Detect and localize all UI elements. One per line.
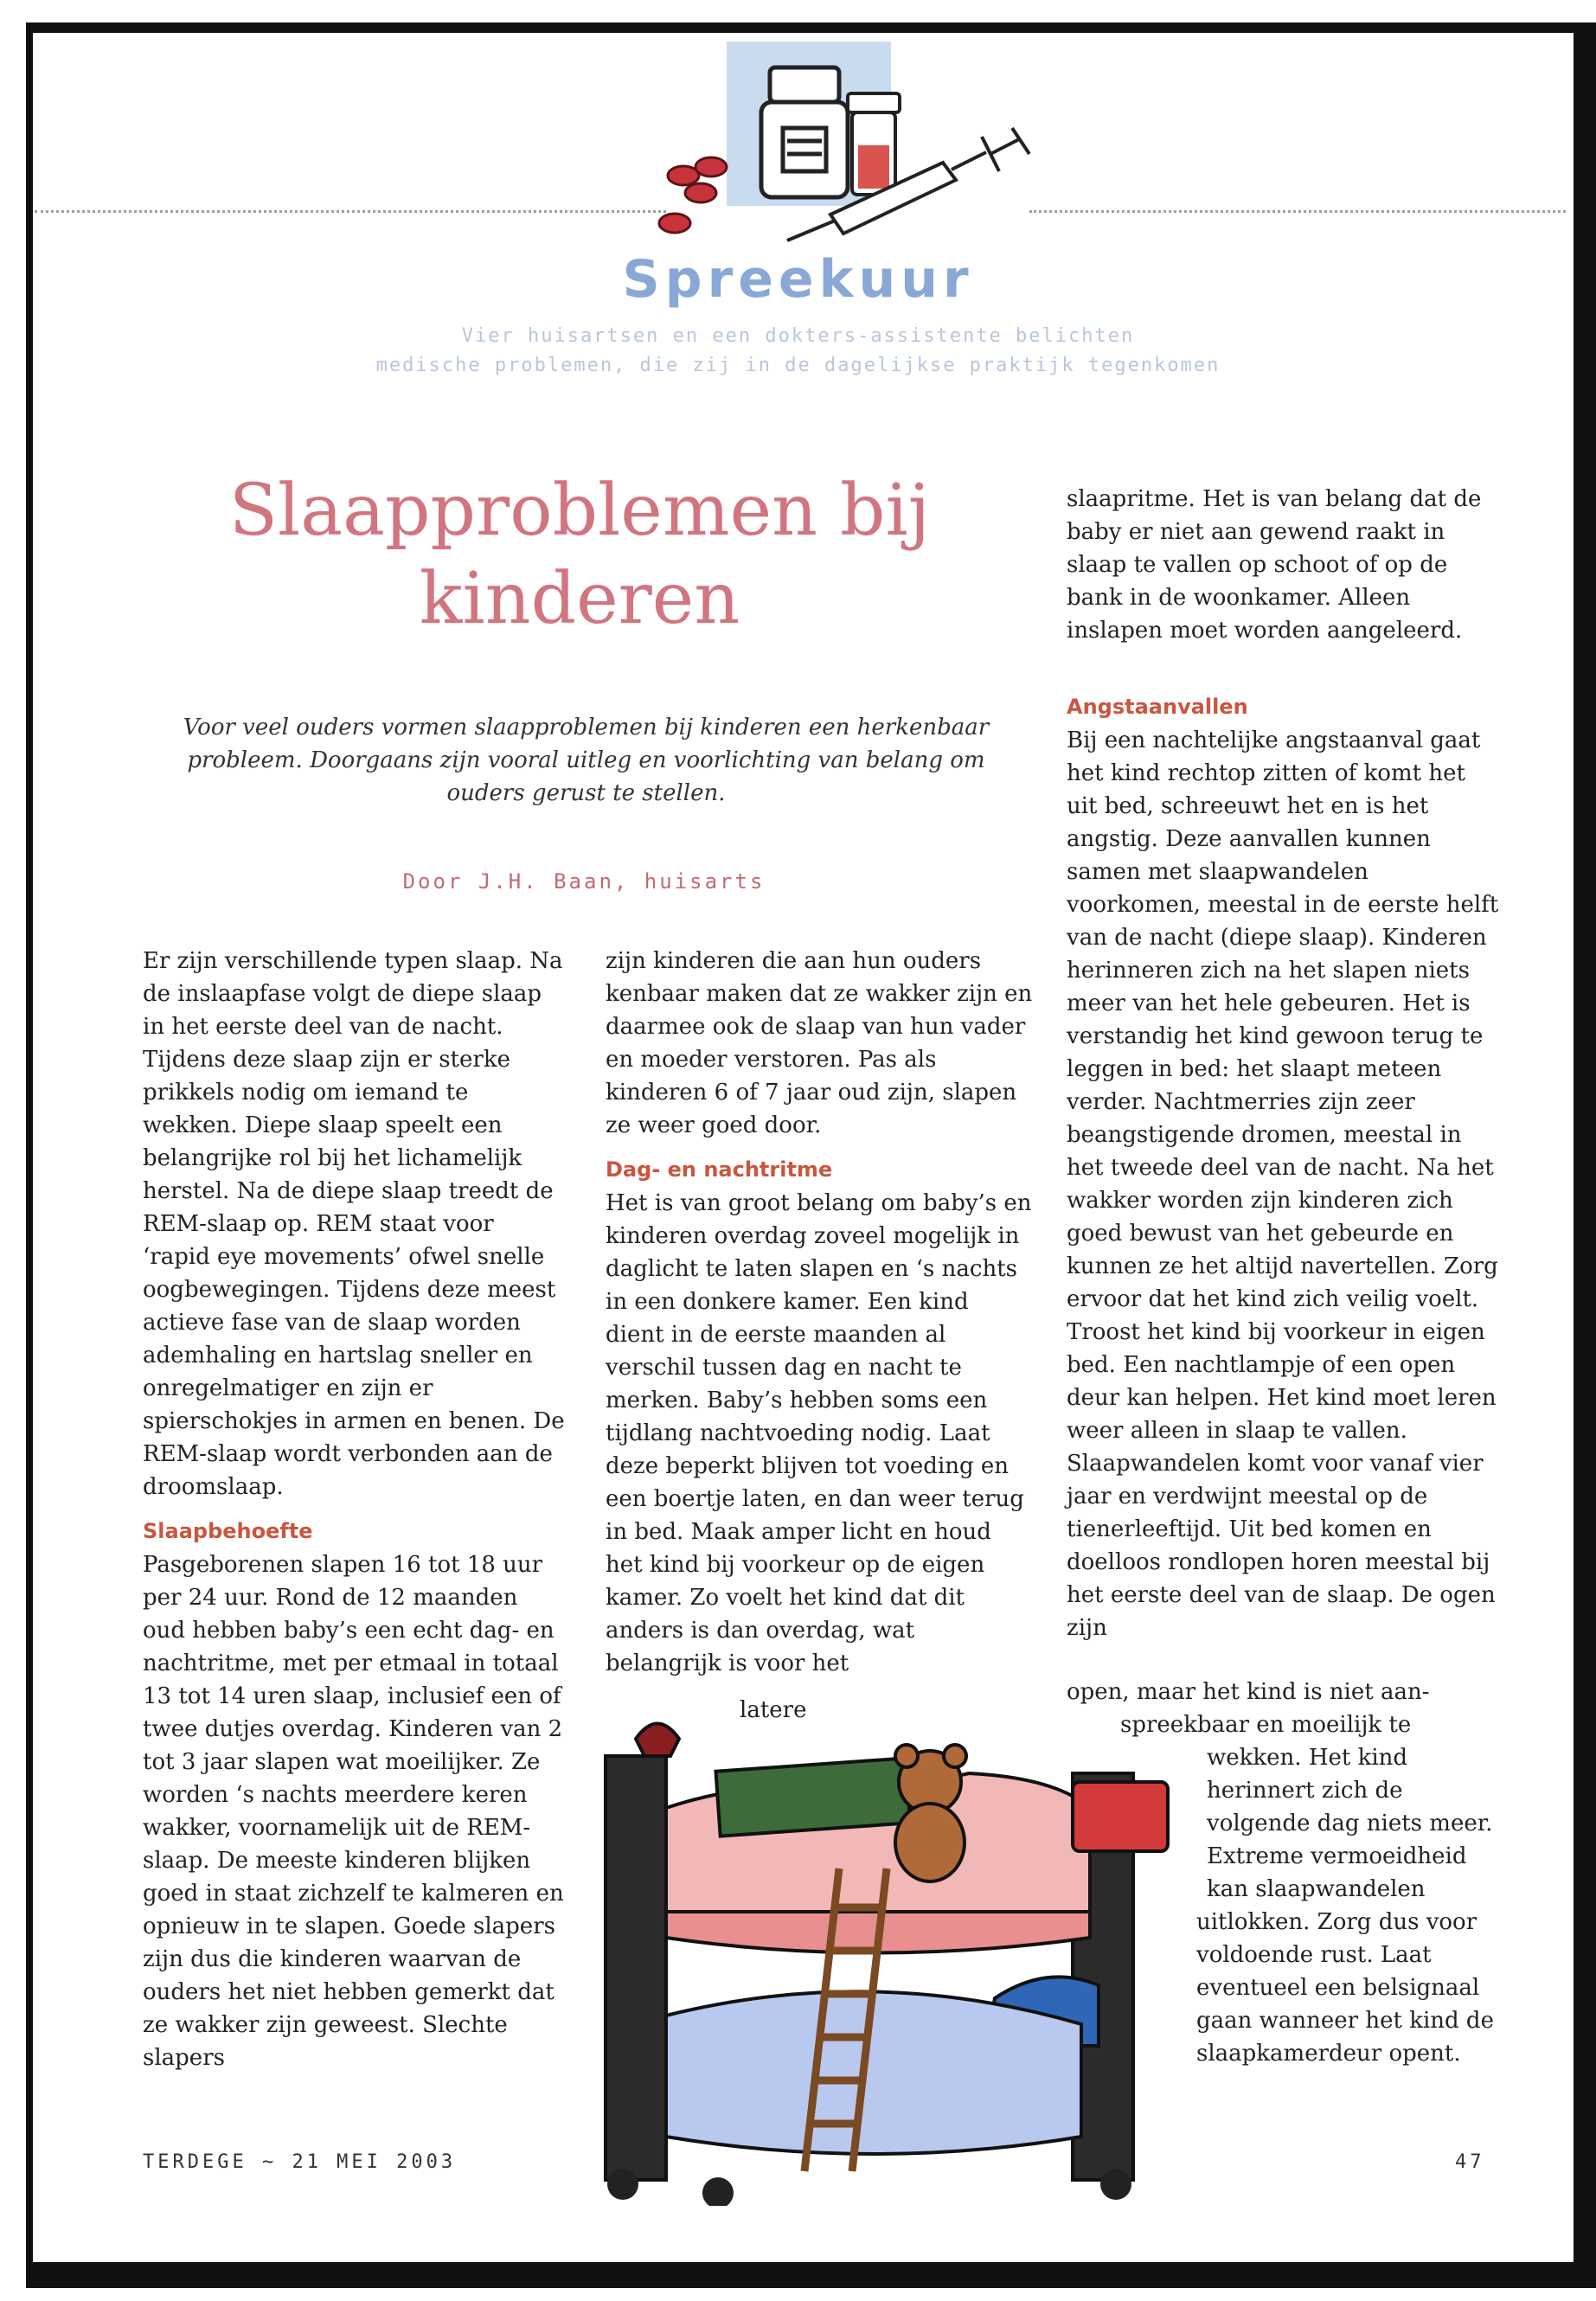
column-3-wrap: wekken. Het kind herinnert zich de volgende dag niets meer. Extreme vermoeidheid kan slaapwandelen [1207, 1745, 1493, 1902]
page-number: 47 [1455, 2151, 1485, 2173]
column-3-top: slaapritme. Het is van belang dat de baby er niet aan gewend raakt in slaap te vallen op schoot of op de bank in de woonkamer. Alleen inslapen moet worden aangeleerd. [1067, 486, 1482, 644]
column-1 [143, 945, 567, 2074]
subheading-dag-nachtritme: Dag- en nachtritme [606, 1157, 833, 1182]
bed-wheel [607, 2169, 638, 2200]
section-subtitle [0, 322, 1596, 381]
vial-icon [848, 93, 900, 195]
subheading-slaapbehoefte: Slaapbehoefte [143, 1519, 313, 1543]
column-3-wrap: uitlokken. Zorg dus voor voldoende rust. Laat eventueel een belsignaal gaan wanneer het kind de slaapkamerdeur opent. [1196, 1909, 1494, 2067]
column-3 [1067, 679, 1499, 1644]
subtitle-line-1: Vier huisartsen en een dokters-assistente belichten [461, 325, 1135, 347]
column-2-tail: latere [740, 1697, 807, 1723]
paragraph: Bij een nachtelijke angstaanval gaat het kind rechtop zitten of komt het uit bed, schreeuwt het en is het angstig. Deze aanvallen kunnen samen met slaapwandelen voorkomen, meestal in de eerste helft van de nacht (diepe slaap). Kinderen herinneren zich na het slapen niets meer van het hele gebeuren. Het is verstandig het kind gewoon terug te leggen in bed: het slaapt meteen verder. Nachtmerries zijn zeer beangstigende dromen, meestal in het tweede deel van de nacht. Na het wakker worden zijn kinderen zich goed bewust van het gebeurde en kunnen ze het altijd navertellen. Zorg ervoor dat het kind zich veilig voelt. Troost het kind bij voorkeur in eigen bed. Een nachtlampje of een open deur kan helpen. Het kind moet leren weer alleen in slaap te vallen. Slaapwandelen komt voor vanaf vier jaar en verdwijnt meestal op de tienerleeftijd. Uit bed komen en doelloos rondlopen horen meestal bij het eerste deel van de slaap. De ogen zijn [1067, 727, 1499, 1641]
bed-left-post [606, 1756, 666, 2180]
article-title-line-2: kinderen [419, 558, 740, 640]
column-2 [606, 945, 1034, 1680]
header-rule-right [1029, 210, 1566, 213]
footer-publication: TERDEGE ~ 21 MEI 2003 [143, 2151, 457, 2173]
column-3-line: open, maar het kind is niet aan- [1067, 1679, 1430, 1705]
green-book [715, 1758, 910, 1836]
paragraph: Pasgeborenen slapen 16 tot 18 uur per 24 uur. Rond de 12 maanden oud hebben baby’s een echt dag- en nachtritme, met per etmaal in totaal 13 tot 14 uren slaap, inclusief een of twee dutjes overdag. Kinderen van 2 tot 3 jaar slapen wat moeilijker. Ze worden ‘s nachts meerdere keren wakker, voornamelijk uit de REM-slaap. De meeste kinderen blijken goed in staat zichzelf te kalmeren en opnieuw in te slapen. Goede slapers zijn dus die kinderen waarvan de ouders het niet hebben gemerkt dat ze wakker zijn geweest. Slechte slapers [143, 1552, 564, 2071]
medicine-bottle-icon [761, 67, 848, 197]
paragraph: Er zijn verschillende typen slaap. Na de inslaapfase volgt de diepe slaap in het eerste deel van de nacht. Tijdens deze slaap zijn er sterke prikkels nodig om iemand te wekken. Diepe slaap speelt een belangrijke rol bij het lichamelijk herstel. Na de diepe slaap treedt de REM-slaap op. REM staat voor ‘rapid eye movements’ ofwel snelle oogbewegingen. Tijdens deze meest actieve fase van de slaap worden ademhaling en hartslag sneller en onregelmatiger en zijn er spierschokjes in armen en benen. De REM-slaap wordt verbonden aan de droomslaap. [143, 948, 565, 1500]
column-3-line: spreekbaar en moeilijk te [1120, 1712, 1412, 1738]
subheading-angstaanvallen: Angstaanvallen [1067, 695, 1248, 719]
page-border-top [26, 22, 1596, 33]
bunk-bed-illustration [588, 1721, 1185, 2206]
article-byline: Door J.H. Baan, huisarts [402, 869, 766, 894]
paragraph: Het is van groot belang om baby’s en kinderen overdag zoveel mogelijk in daglicht te laten slapen en ‘s nachts in een donkere kamer. Een kind dient in de eerste maanden al verschil tussen dag en nacht te merken. Baby’s hebben soms een tijdlang nachtvoeding nodig. Laat deze beperkt blijven tot voeding en een boertje laten, en dan weer terug in bed. Maak amper licht en houd het kind bij voorkeur op de eigen kamer. Zo voelt het kind dat dit anders is dan overdag, wat belangrijk is voor het [606, 1190, 1032, 1676]
section-title: Spreekuur [622, 249, 974, 310]
subtitle-line-2: medische problemen, die zij in de dagelijkse praktijk tegenkomen [375, 355, 1221, 376]
bed-wheel [1100, 2169, 1131, 2200]
page-border-bottom [26, 2262, 1596, 2288]
pills-icon [659, 157, 727, 233]
bedpost-heart [636, 1724, 679, 1757]
bed-wheel [702, 2177, 734, 2206]
red-pillow [1073, 1782, 1168, 1851]
header-rule-left [35, 210, 666, 213]
article-intro: Voor veel ouders vormen slaapproblemen bij kinderen een herkenbaar probleem. Doorgaans zijn vooral uitleg en voorlichting van belang om ouders gerust te stellen. [183, 715, 990, 806]
paragraph: zijn kinderen die aan hun ouders kenbaar maken dat ze wakker zijn en daarmee ook de slaap van hun vader en moeder verstoren. Pas als kinderen 6 of 7 jaar oud zijn, slapen ze weer goed door. [606, 948, 1033, 1138]
medicine-illustration [657, 42, 1055, 249]
article-title-line-1: Slaapproblemen bij [228, 470, 931, 552]
article-title [138, 467, 1021, 644]
